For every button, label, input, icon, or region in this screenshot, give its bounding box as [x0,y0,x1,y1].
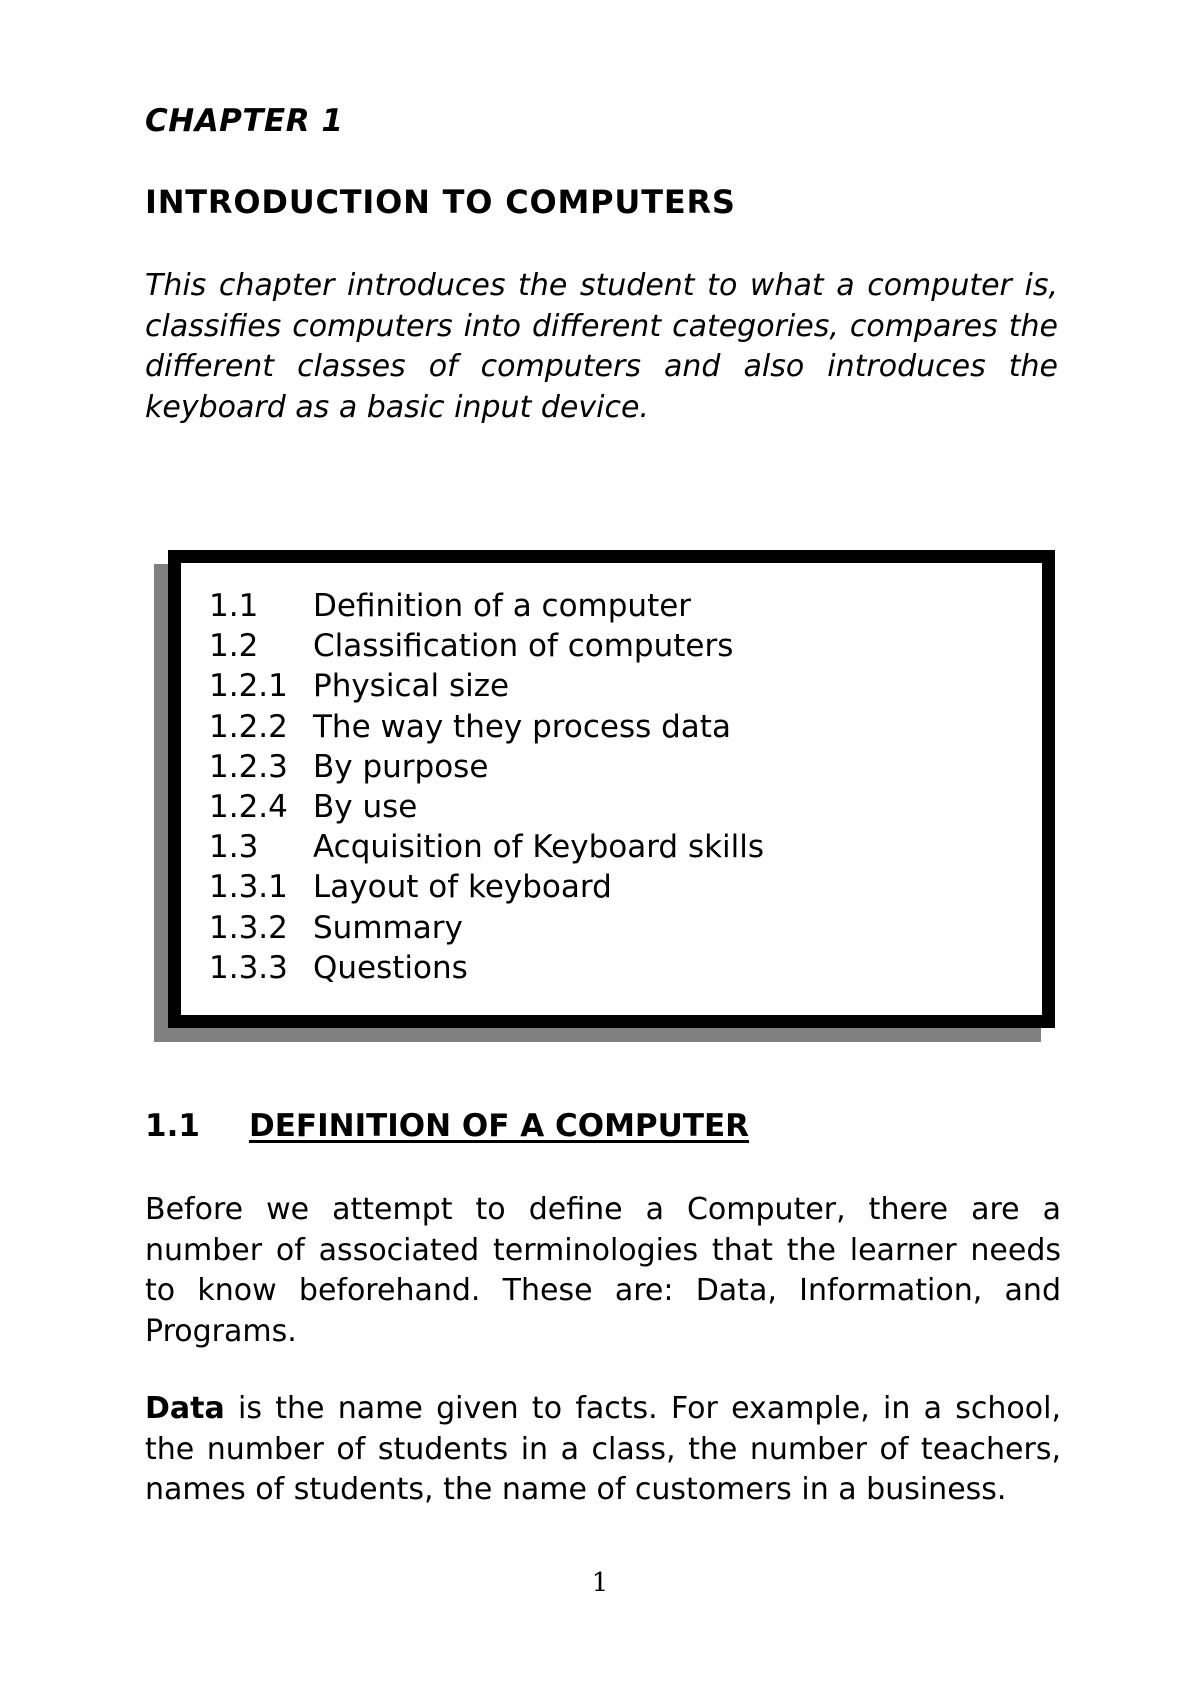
toc-item-label: Physical size [313,668,510,705]
toc-item [209,747,764,787]
toc-item-number: 1.2.4 [209,789,288,826]
toc-item-number: 1.3.2 [209,909,288,946]
toc-item-label: Definition of a computer [313,588,692,624]
section-number: 1.1 [145,1108,200,1144]
toc-item [209,867,764,907]
data-paragraph [145,1389,1061,1511]
toc-item-number: 1.2 [209,628,259,665]
toc-item [209,908,764,948]
data-term: Data [145,1391,225,1426]
definition-paragraph: Before we attempt to define a Computer, there are a number of associated terminologies that the learner needs to know beforehand. These are: Data, Information, and Programs. [145,1192,1061,1349]
toc-item-label: Classification of computers [313,628,734,665]
toc-item [209,666,764,706]
toc-item-label: Acquisition of Keyboard skills [313,829,765,866]
data-description: is the name given to facts. For example, in a school, the number of students in a class, the number of teachers, names of students, the name of customers in a business. [145,1391,1061,1507]
toc-item [209,586,764,626]
page-number: 1 [591,1568,609,1598]
section-title: DEFINITION OF A COMPUTER [249,1108,750,1144]
toc-item [209,787,764,827]
toc-item-label: Questions [313,949,468,986]
chapter-label: CHAPTER 1 [145,103,344,139]
toc-item-label: Layout of keyboard [313,869,612,906]
section-heading [145,1108,749,1144]
toc-item-number: 1.1 [209,588,259,624]
toc-list [209,586,764,988]
toc-item-label: By purpose [313,748,489,785]
chapter-title: INTRODUCTION TO COMPUTERS [145,183,736,221]
toc-item-label: By use [313,789,418,826]
toc-item [209,827,764,867]
toc-item-number: 1.3.3 [209,949,288,986]
toc-item-label: Summary [313,909,463,946]
chapter-intro: This chapter introduces the student to what a computer is, classifies computers into different categories, compares the different classes of computers and also introduces the keyboard as a basic input device. [145,268,1058,425]
toc-item [209,707,764,747]
toc-item-label: The way they process data [313,708,731,745]
toc-item-number: 1.2.3 [209,748,288,785]
toc-item [209,626,764,666]
toc-item-number: 1.3.1 [209,869,288,906]
toc-item-number: 1.2.2 [209,708,288,745]
toc-item-number: 1.3 [209,829,259,866]
toc-item [209,948,764,988]
toc-item-number: 1.2.1 [209,668,288,705]
toc-box [168,550,1055,1028]
